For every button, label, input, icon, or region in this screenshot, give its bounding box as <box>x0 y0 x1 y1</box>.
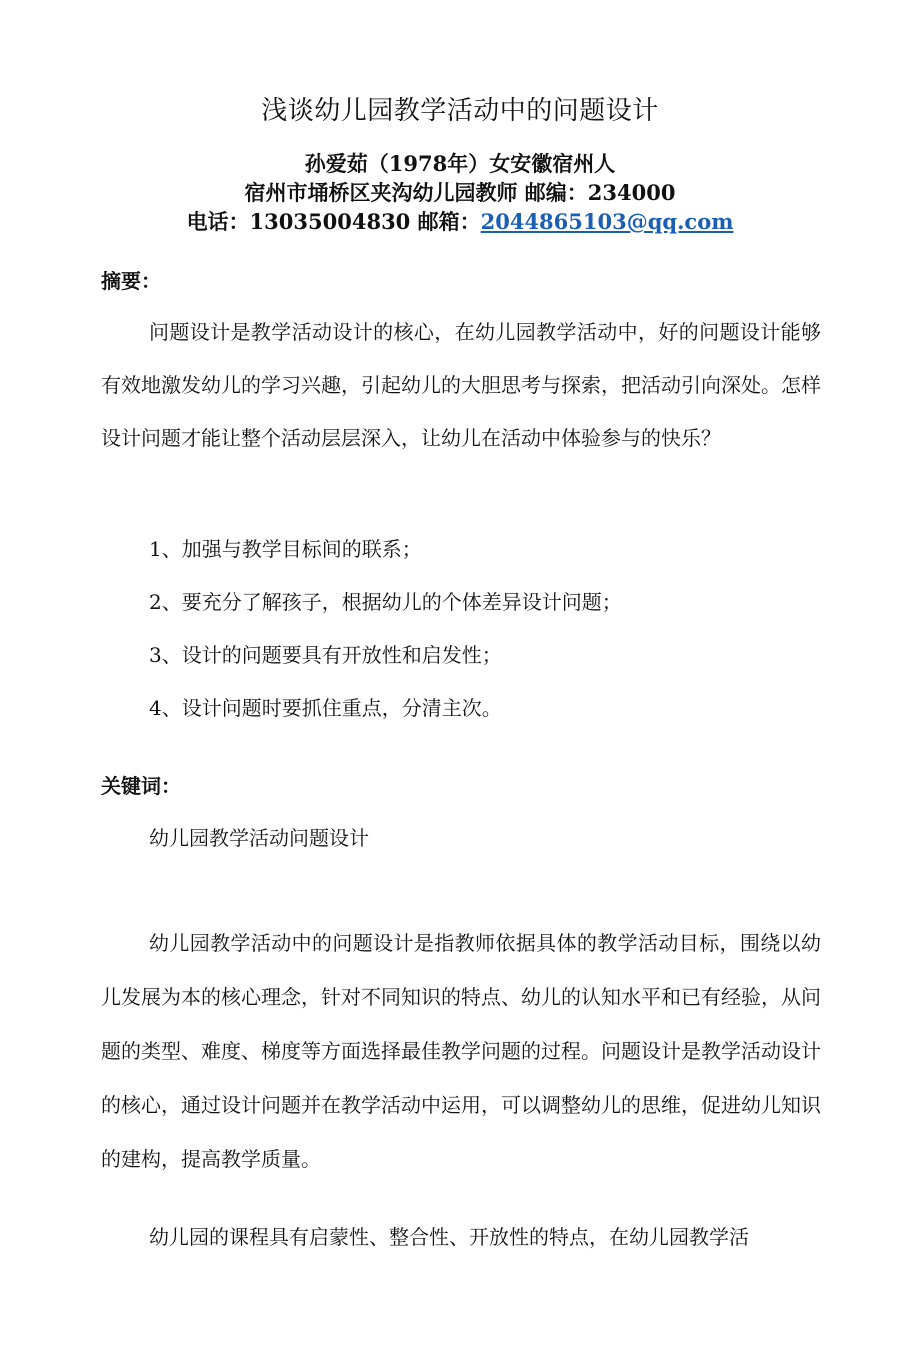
email-link[interactable]: 2044865103@qq.com <box>480 209 734 234</box>
document-title: 浅谈幼儿园教学活动中的问题设计 <box>261 96 659 126</box>
author-line: 孙爱茹（1978年）女安徽宿州人 <box>304 151 616 176</box>
contact-prefix: 电话：13035004830 邮箱： <box>186 209 481 234</box>
body-paragraph: 幼儿园的课程具有启蒙性、整合性、开放性的特点，在幼儿园教学活 <box>149 1225 749 1249</box>
affiliation-line: 宿州市埇桥区夹沟幼儿园教师 邮编：234000 <box>244 180 676 205</box>
abstract-paragraph: 问题设计是教学活动设计的核心，在幼儿园教学活动中，好的问题设计能够有效地激发幼儿的学习兴趣，引起幼儿的大胆思考与探索，把活动引向深处。怎样设计问题才能让整个活动层层深入，让幼儿在活动中体验参与的快乐？ <box>101 320 821 450</box>
contact-line <box>0 208 920 236</box>
abstract-point: 3、设计的问题要具有开放性和启发性； <box>149 643 502 667</box>
abstract-point: 2、要充分了解孩子，根据幼儿的个体差异设计问题； <box>149 590 622 614</box>
keywords-text: 幼儿园教学活动问题设计 <box>149 826 369 850</box>
abstract-heading: 摘要： <box>101 269 161 293</box>
abstract-point: 1、加强与教学目标间的联系； <box>149 537 422 561</box>
keywords-heading: 关键词： <box>101 774 181 798</box>
body-paragraph: 幼儿园教学活动中的问题设计是指教师依据具体的教学活动目标，围绕以幼儿发展为本的核心理念，针对不同知识的特点、幼儿的认知水平和已有经验，从问题的类型、难度、梯度等方面选择最佳教学问题的过程。问题设计是教学活动设计的核心，通过设计问题并在教学活动中运用，可以调整幼儿的思维，促进幼儿知识的建构，提高教学质量。 <box>101 931 821 1171</box>
abstract-point: 4、设计问题时要抓住重点，分清主次。 <box>149 696 502 720</box>
